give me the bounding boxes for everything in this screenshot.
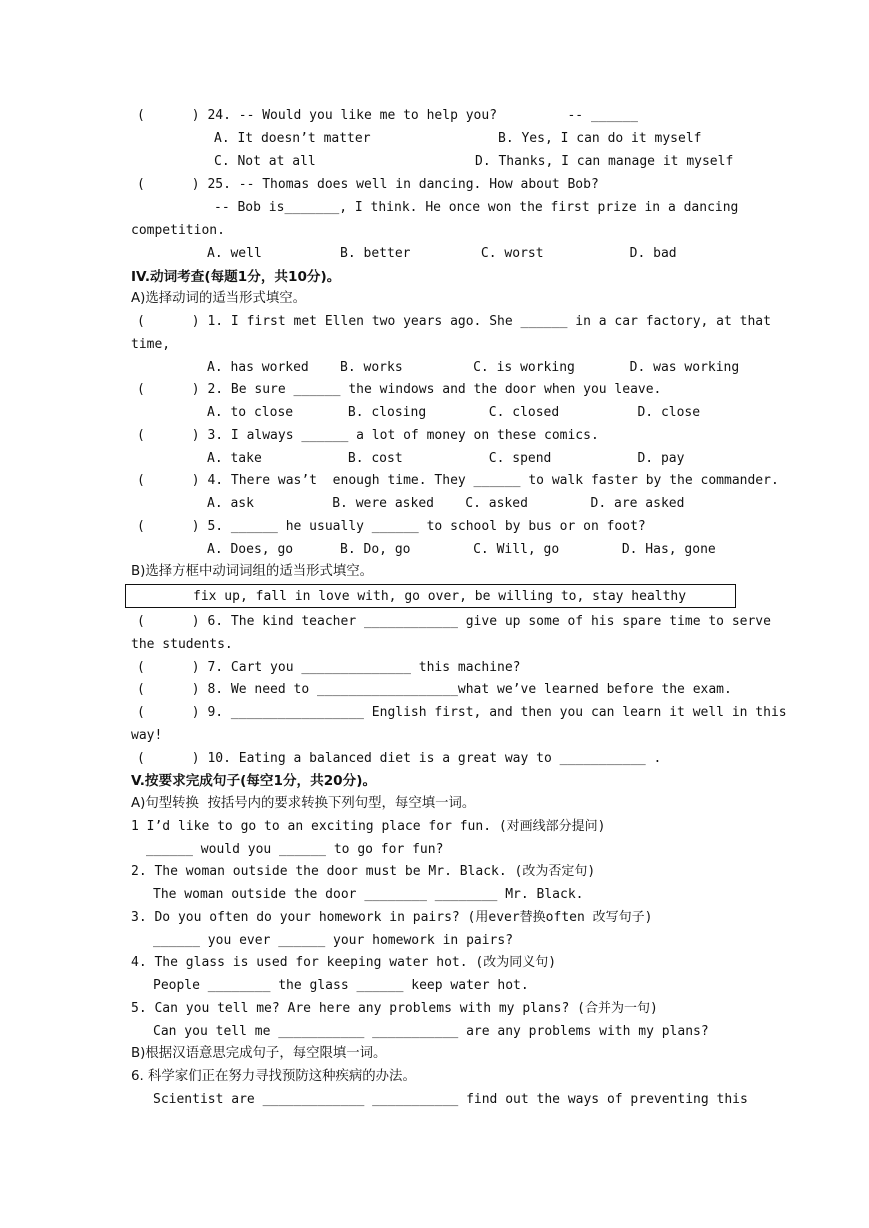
sentence-2-answer: The woman outside the door ________ ________ Mr. Black. (153, 887, 584, 902)
verb-question-10: ( ) 10. Eating a balanced diet is a great way to ___________ . (137, 751, 662, 766)
verb-question-1-line2: time, (131, 337, 171, 352)
sentence-1-answer: ______ would you ______ to go for fun? (146, 842, 444, 857)
sentence-6: 6. 科学家们正在努力寻找预防这种疾病的办法。 (131, 1069, 416, 1084)
verb-question-4: ( ) 4. There was’t enough time. They ______ to walk faster by the commander. (137, 473, 779, 488)
q24-option-b: B. Yes, I can do it myself (498, 131, 702, 146)
verb-question-6-line2: the students. (131, 637, 233, 652)
q24-option-d: D. Thanks, I can manage it myself (475, 154, 734, 169)
sentence-4-answer: People ________ the glass ______ keep water hot. (153, 978, 529, 993)
verb-question-8: ( ) 8. We need to __________________what we’ve learned before the exam. (137, 682, 732, 697)
sentence-3-answer: ______ you ever ______ your homework in pairs? (153, 933, 514, 948)
q25-options: A. well B. better C. worst D. bad (207, 246, 677, 261)
section-5-heading: V.按要求完成句子(每空1分，共20分)。 (131, 773, 377, 789)
sentence-2: 2. The woman outside the door must be Mr. Black. (改为否定句) (131, 864, 596, 879)
verb-question-1: ( ) 1. I first met Ellen two years ago. She ______ in a car factory, at that (137, 314, 771, 329)
section-4-heading: IV.动词考查(每题1分，共10分)。 (131, 269, 341, 285)
question-25-line2: -- Bob is_______, I think. He once won the first prize in a dancing (214, 200, 739, 215)
sentence-4: 4. The glass is used for keeping water hot. (改为同义句) (131, 955, 557, 970)
verb-question-9-line2: way! (131, 728, 163, 743)
vq5-options: A. Does, go B. Do, go C. Will, go D. Has, gone (207, 542, 716, 557)
sentence-5-answer: Can you tell me ___________ ___________ are any problems with my plans? (153, 1024, 709, 1039)
vq3-options: A. take B. cost C. spend D. pay (207, 451, 685, 466)
section-4b-instruction: B)选择方框中动词词组的适当形式填空。 (131, 564, 374, 579)
question-24: ( ) 24. -- Would you like me to help you? -- ______ (137, 108, 638, 123)
q24-option-c: C. Not at all (214, 154, 316, 169)
question-25: ( ) 25. -- Thomas does well in dancing. How about Bob? (137, 177, 599, 192)
q24-option-a: A. It doesn’t matter (214, 131, 371, 146)
vq1-options: A. has worked B. works C. is working D. was working (207, 360, 740, 375)
verb-question-7: ( ) 7. Cart you ______________ this machine? (137, 660, 521, 675)
verb-question-5: ( ) 5. ______ he usually ______ to school by bus or on foot? (137, 519, 646, 534)
section-5a-instruction: A)句型转换 按括号内的要求转换下列句型，每空填一词。 (131, 796, 476, 811)
verb-question-9: ( ) 9. _________________ English first, and then you can learn it well in this (137, 705, 787, 720)
verb-question-6: ( ) 6. The kind teacher ____________ give up some of his spare time to serve (137, 614, 771, 629)
section-4a-instruction: A)选择动词的适当形式填空。 (131, 291, 307, 306)
sentence-3: 3. Do you often do your homework in pairs? (用ever替换often 改写句子) (131, 910, 653, 925)
sentence-1: 1 I’d like to go to an exciting place for fun. (对画线部分提问) (131, 819, 606, 834)
verb-question-3: ( ) 3. I always ______ a lot of money on these comics. (137, 428, 599, 443)
section-5b-instruction: B)根据汉语意思完成句子，每空限填一词。 (131, 1046, 387, 1061)
sentence-5: 5. Can you tell me? Are here any problems with my plans? (合并为一句) (131, 1001, 658, 1016)
question-25-line3: competition. (131, 223, 225, 238)
verb-question-2: ( ) 2. Be sure ______ the windows and the door when you leave. (137, 382, 662, 397)
sentence-6-answer: Scientist are _____________ ___________ find out the ways of preventing this (153, 1092, 748, 1107)
vq2-options: A. to close B. closing C. closed D. close (207, 405, 701, 420)
word-box-text: fix up, fall in love with, go over, be willing to, stay healthy (193, 589, 687, 604)
vq4-options: A. ask B. were asked C. asked D. are asked (207, 496, 685, 511)
